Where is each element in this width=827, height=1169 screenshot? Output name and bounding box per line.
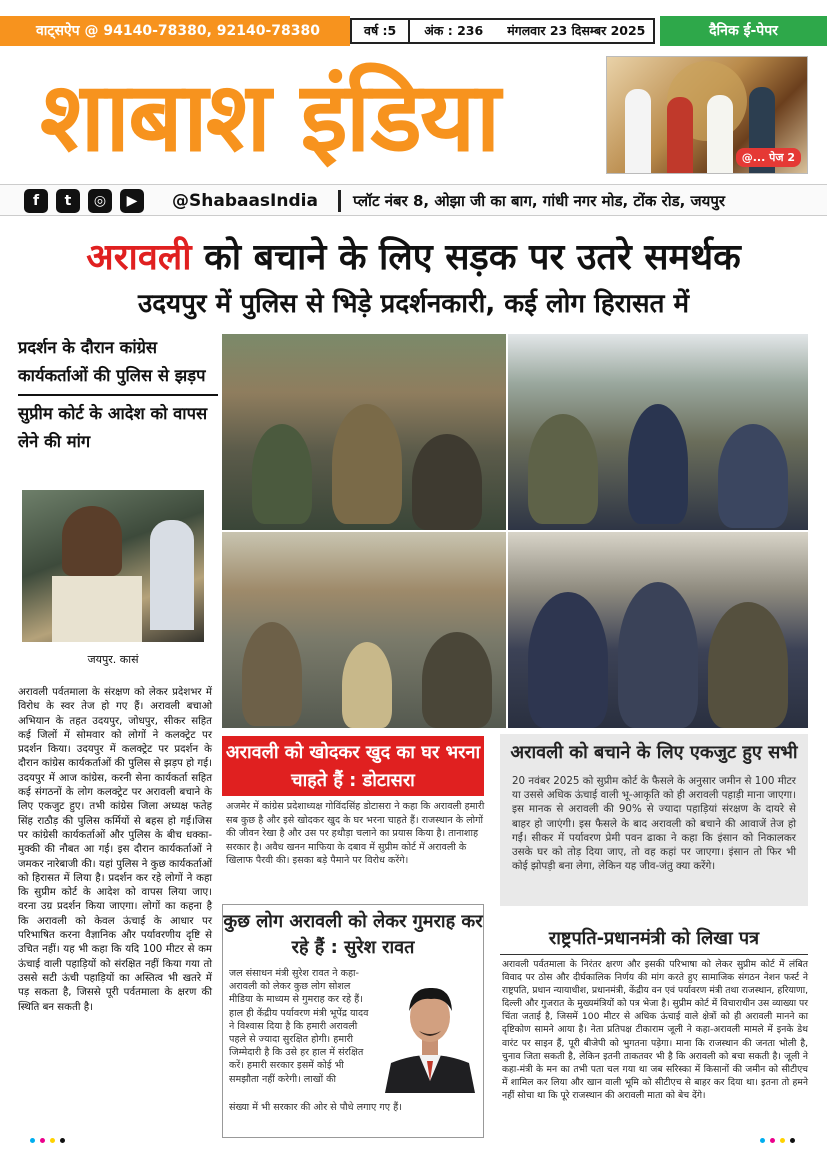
social-strip bbox=[0, 184, 827, 216]
person-shape bbox=[150, 520, 194, 630]
protest-photo-4 bbox=[508, 532, 808, 728]
protest-photo-1 bbox=[222, 334, 506, 530]
dotasra-headline: अरावली को खोदकर खुद का घर भरना चाहते हैं : डोटासरा bbox=[222, 736, 484, 796]
person-shape bbox=[52, 576, 142, 642]
divider bbox=[18, 394, 218, 396]
reg-dot bbox=[760, 1138, 765, 1143]
protest-photo-3 bbox=[222, 532, 506, 728]
lead-story-body: अरावली पर्वतमाला के संरक्षण को लेकर प्रदेशभर में विरोध के स्वर तेज हो गए हैं। अरावली बचाओ अभियान के तहत उदयपुर, जोधपुर, सीकर सहित कई जिलों में सोमवार को लोगों ने कलक्ट्रेट पर प्रदर्शन किया। उदयपुर में कलक्ट्रेट पर प्रदर्शन के दौरान कांग्रेस कार्यकर्ताओं की पुलिस से झड़प हो गई। उदयपुर में आज कांग्रेस, करनी सेना कार्यकर्ता सहित कई संगठनों के लोग कलक्ट्रेट पर अरावली बचाने के लिए एकजुट हुए। तभी कांग्रेस जिला अध्यक्ष फतेह सिंह राठौड़ की पुलिस कर्मियों से बहस हो गई।जिस पर कांग्रेसी कार्यकर्ताओं और पुलिस के बीच धक्का-मुक्की की नौबत आ गई। इस दौरान कार्यकर्ताओं ने जमकर नारेबाजी की। यहां पुलिस ने कुछ कार्यकर्ताओं को हिरासत में लिया है। प्रदर्शन कर रहे लोगों ने कहा कि सुप्रीम कोर्ट के आदेश को वापस लिया जाए। वरना उग्र प्रदर्शन किया जाएगा। लोगों का कहना है कि अरावली को केवल ऊंचाई के आधार पर परिभाषित करना वैज्ञानिक और पर्यावरणीय दृष्टि से उचित नहीं। यह भी कहा कि यदि 100 मीटर से कम ऊंचाई वाली पहाड़ियों को संरक्षित नहीं किया गया तो उससे सटी ऊंची पहाड़ियों का अस्तित्व भी खतरे में पड़ सकता है, जिससे पूरी पर्वतमाला के क्षरण की स्थिति बन सकती है। bbox=[18, 687, 212, 1013]
headline-highlight: अरावली bbox=[86, 237, 192, 278]
crowd-shape bbox=[708, 602, 788, 728]
left-column bbox=[18, 334, 218, 456]
president-body: अरावली पर्वतमाला के निरंतर क्षरण और इसकी परिभाषा को लेकर सुप्रीम कोर्ट में लंबित विवाद पर ठोस और दीर्घकालिक निर्णय की मांग करते हुए सामाजिक संगठन नेशन फर्स्ट ने राष्ट्रपति, प्रधान न्यायाधीश, प्रधानमंत्री, केंद्रीय वन एवं पर्यावरण मंत्री तथा राजस्थान, हरियाणा, दिल्ली और गुजरात के मुख्यमंत्रियों को पत्र भेजा है। सुप्रीम कोर्ट में विचाराधीन उस व्याख्या पर चिंता जताई है, जिसमें 100 मीटर से अधिक ऊंचाई वाले क्षेत्रों को ही अरावली मानने का दृष्टिकोण सामने आया है। नेता प्रतिपक्ष टीकाराम जूली ने कहा-अरावली मामले में इनके डेथ वारंट पर साइन हैं, पूरी बीजेपी को भुगतना पड़ेगा। माना कि राजस्थान की जनता भोली है, चुनाव जिता सकती है, लेकिन इतनी ताकतवर भी है कि अरावली को बचा सकती है। जूली ने कहा-मंत्री के मन का तभी पता चल गया था जब सरिस्का में किसानों की जमीन को सीटीएच में शामिल कर लिया और खान वाली भूमि को सीटीएच से बाहर कर दिया था। इतना तो हमने नहीं सोचा था कि पूरे राजस्थान की अरावली माता को बेच देंगे। bbox=[502, 959, 808, 1101]
epaper-label: दैनिक ई-पेपर bbox=[660, 16, 827, 46]
reg-dot bbox=[30, 1138, 35, 1143]
promo-figure bbox=[625, 89, 651, 173]
rawat-body-tail: संख्या में भी सरकार की ओर से पौधे लगाए गए हैं। bbox=[229, 1102, 402, 1113]
crowd-shape bbox=[412, 434, 482, 530]
reg-dot bbox=[50, 1138, 55, 1143]
portrait-drawing bbox=[381, 971, 479, 1093]
volume-number: वर्ष :5 bbox=[352, 20, 410, 42]
ekjut-box bbox=[500, 734, 808, 906]
twitter-icon[interactable]: t bbox=[56, 189, 80, 213]
person-shape bbox=[62, 506, 122, 576]
rawat-headline: कुछ लोग अरावली को लेकर गुमराह कर रहे हैं : सुरेश रावत bbox=[223, 911, 483, 958]
crowd-shape bbox=[332, 404, 402, 524]
kicker-2: सुप्रीम कोर्ट के आदेश को वापस लेने की मांग bbox=[18, 404, 208, 451]
promo-page-tag: @... पेज 2 bbox=[736, 148, 801, 167]
crowd-shape bbox=[628, 404, 688, 524]
sub-headline: उदयपुर में पुलिस से भिड़े प्रदर्शनकारी, कई लोग हिरासत में bbox=[138, 289, 689, 319]
office-address: प्लॉट नंबर 8, ओझा जी का बाग, गांधी नगर मोड, टोंक रोड, जयपुर bbox=[338, 190, 725, 212]
crowd-shape bbox=[528, 592, 608, 728]
reg-dot bbox=[60, 1138, 65, 1143]
promo-figure bbox=[667, 97, 693, 173]
promo-photo[interactable] bbox=[606, 56, 808, 174]
reg-dot bbox=[780, 1138, 785, 1143]
crowd-shape bbox=[242, 622, 302, 726]
masthead-title: शाबाश इंडिया bbox=[40, 61, 499, 173]
ekjut-headline: अरावली को बचाने के लिए एकजुट हुए सभी bbox=[510, 742, 798, 763]
top-bar bbox=[0, 16, 827, 46]
photo-caption: जयपुर. कासं bbox=[87, 653, 139, 666]
crowd-shape bbox=[718, 424, 788, 528]
issue-date: मंगलवार 23 दिसम्बर 2025 bbox=[507, 23, 646, 38]
reg-dot bbox=[790, 1138, 795, 1143]
reg-dot bbox=[770, 1138, 775, 1143]
whatsapp-contact: वाट्सऐप @ 94140-78380, 92140-78380 bbox=[0, 16, 350, 46]
main-headline bbox=[0, 232, 827, 284]
crowd-shape bbox=[422, 632, 492, 728]
dotasra-body: अजमेर में कांग्रेस प्रदेशाध्यक्ष गोविंदसिंह डोटासरा ने कहा कि अरावली हमारी सब कुछ है और इसे खोदकर खुद के घर भरना चाहते हैं। राजस्थान के लोगों की जीवन रेखा है और उस पर हथौड़ा चलाने का प्रयास किया है। तानाशाह सरकार है। अवैध खनन माफिया के दबाव में सुप्रीम कोर्ट में अरावली के खिलाफ पैरवी की। इसका बड़े पैमाने पर विरोध करेंगे। bbox=[226, 801, 485, 867]
facebook-icon[interactable]: f bbox=[24, 189, 48, 213]
issue-number: अंक : 236 bbox=[424, 23, 484, 38]
youtube-icon[interactable]: ▶ bbox=[120, 189, 144, 213]
headline-rest: को बचाने के लिए सड़क पर उतरे समर्थक bbox=[191, 237, 741, 278]
promo-figure bbox=[707, 95, 733, 173]
kicker-1: प्रदर्शन के दौरान कांग्रेस कार्यकर्ताओं की पुलिस से झड़प bbox=[18, 338, 206, 385]
crowd-shape bbox=[252, 424, 312, 524]
crowd-shape bbox=[342, 642, 392, 728]
rawat-box bbox=[222, 904, 484, 1138]
rawat-body: जल संसाधन मंत्री सुरेश रावत ने कहा- अरावली को लेकर कुछ लोग सोशल मीडिया के माध्यम से गुमराह कर रहे हैं। हाल ही केंद्रीय पर्यावरण मंत्री भूपेंद्र यादव ने विश्वास दिया है कि हमारी अरावली पहले से ज्यादा सुरक्षित होगी। हमारी जिम्मेदारी है कि उसे हर हाल में संरक्षित करें। हमारी सरकार इसमें कोई भी समझौता नहीं करेगी। लाखों की bbox=[229, 968, 369, 1085]
instagram-icon[interactable]: ◎ bbox=[88, 189, 112, 213]
crowd-shape bbox=[528, 414, 598, 524]
ekjut-body: 20 नवंबर 2025 को सुप्रीम कोर्ट के फैसले के अनुसार जमीन से 100 मीटर या उससे अधिक ऊंचाई वाली भू-आकृति को ही अरावली पहाड़ी माना जाएगा। इस मानक से अरावली की 90% से ज्यादा पहाड़ियां संरक्षण के दायरे से बाहर हो जाएंगी। इस फैसले के बाद अरावली को बचाने की आवाजें तेज हो गईं। सीकर में पर्यावरण प्रेमी पवन ढाका ने कहा कि इंसान को निकालकर उसके घर को तोड़ दिया जाए, तो वह कहां पर जाएगा। इंसान तो फिर भी कोई झोपड़ी बना लेगा, लेकिन यह जीव-जंतु क्या करेंगे। bbox=[512, 775, 796, 873]
reg-dot bbox=[40, 1138, 45, 1143]
protest-photo-small bbox=[22, 490, 204, 642]
protest-photo-2 bbox=[508, 334, 808, 530]
issue-info bbox=[350, 18, 655, 44]
rawat-portrait bbox=[381, 971, 479, 1093]
divider bbox=[500, 954, 808, 955]
social-handle: @ShabaasIndia bbox=[172, 191, 318, 211]
crowd-shape bbox=[618, 582, 698, 728]
president-headline: राष्ट्रपति-प्रधानमंत्री को लिखा पत्र bbox=[548, 928, 760, 949]
registration-marks bbox=[0, 1138, 827, 1148]
